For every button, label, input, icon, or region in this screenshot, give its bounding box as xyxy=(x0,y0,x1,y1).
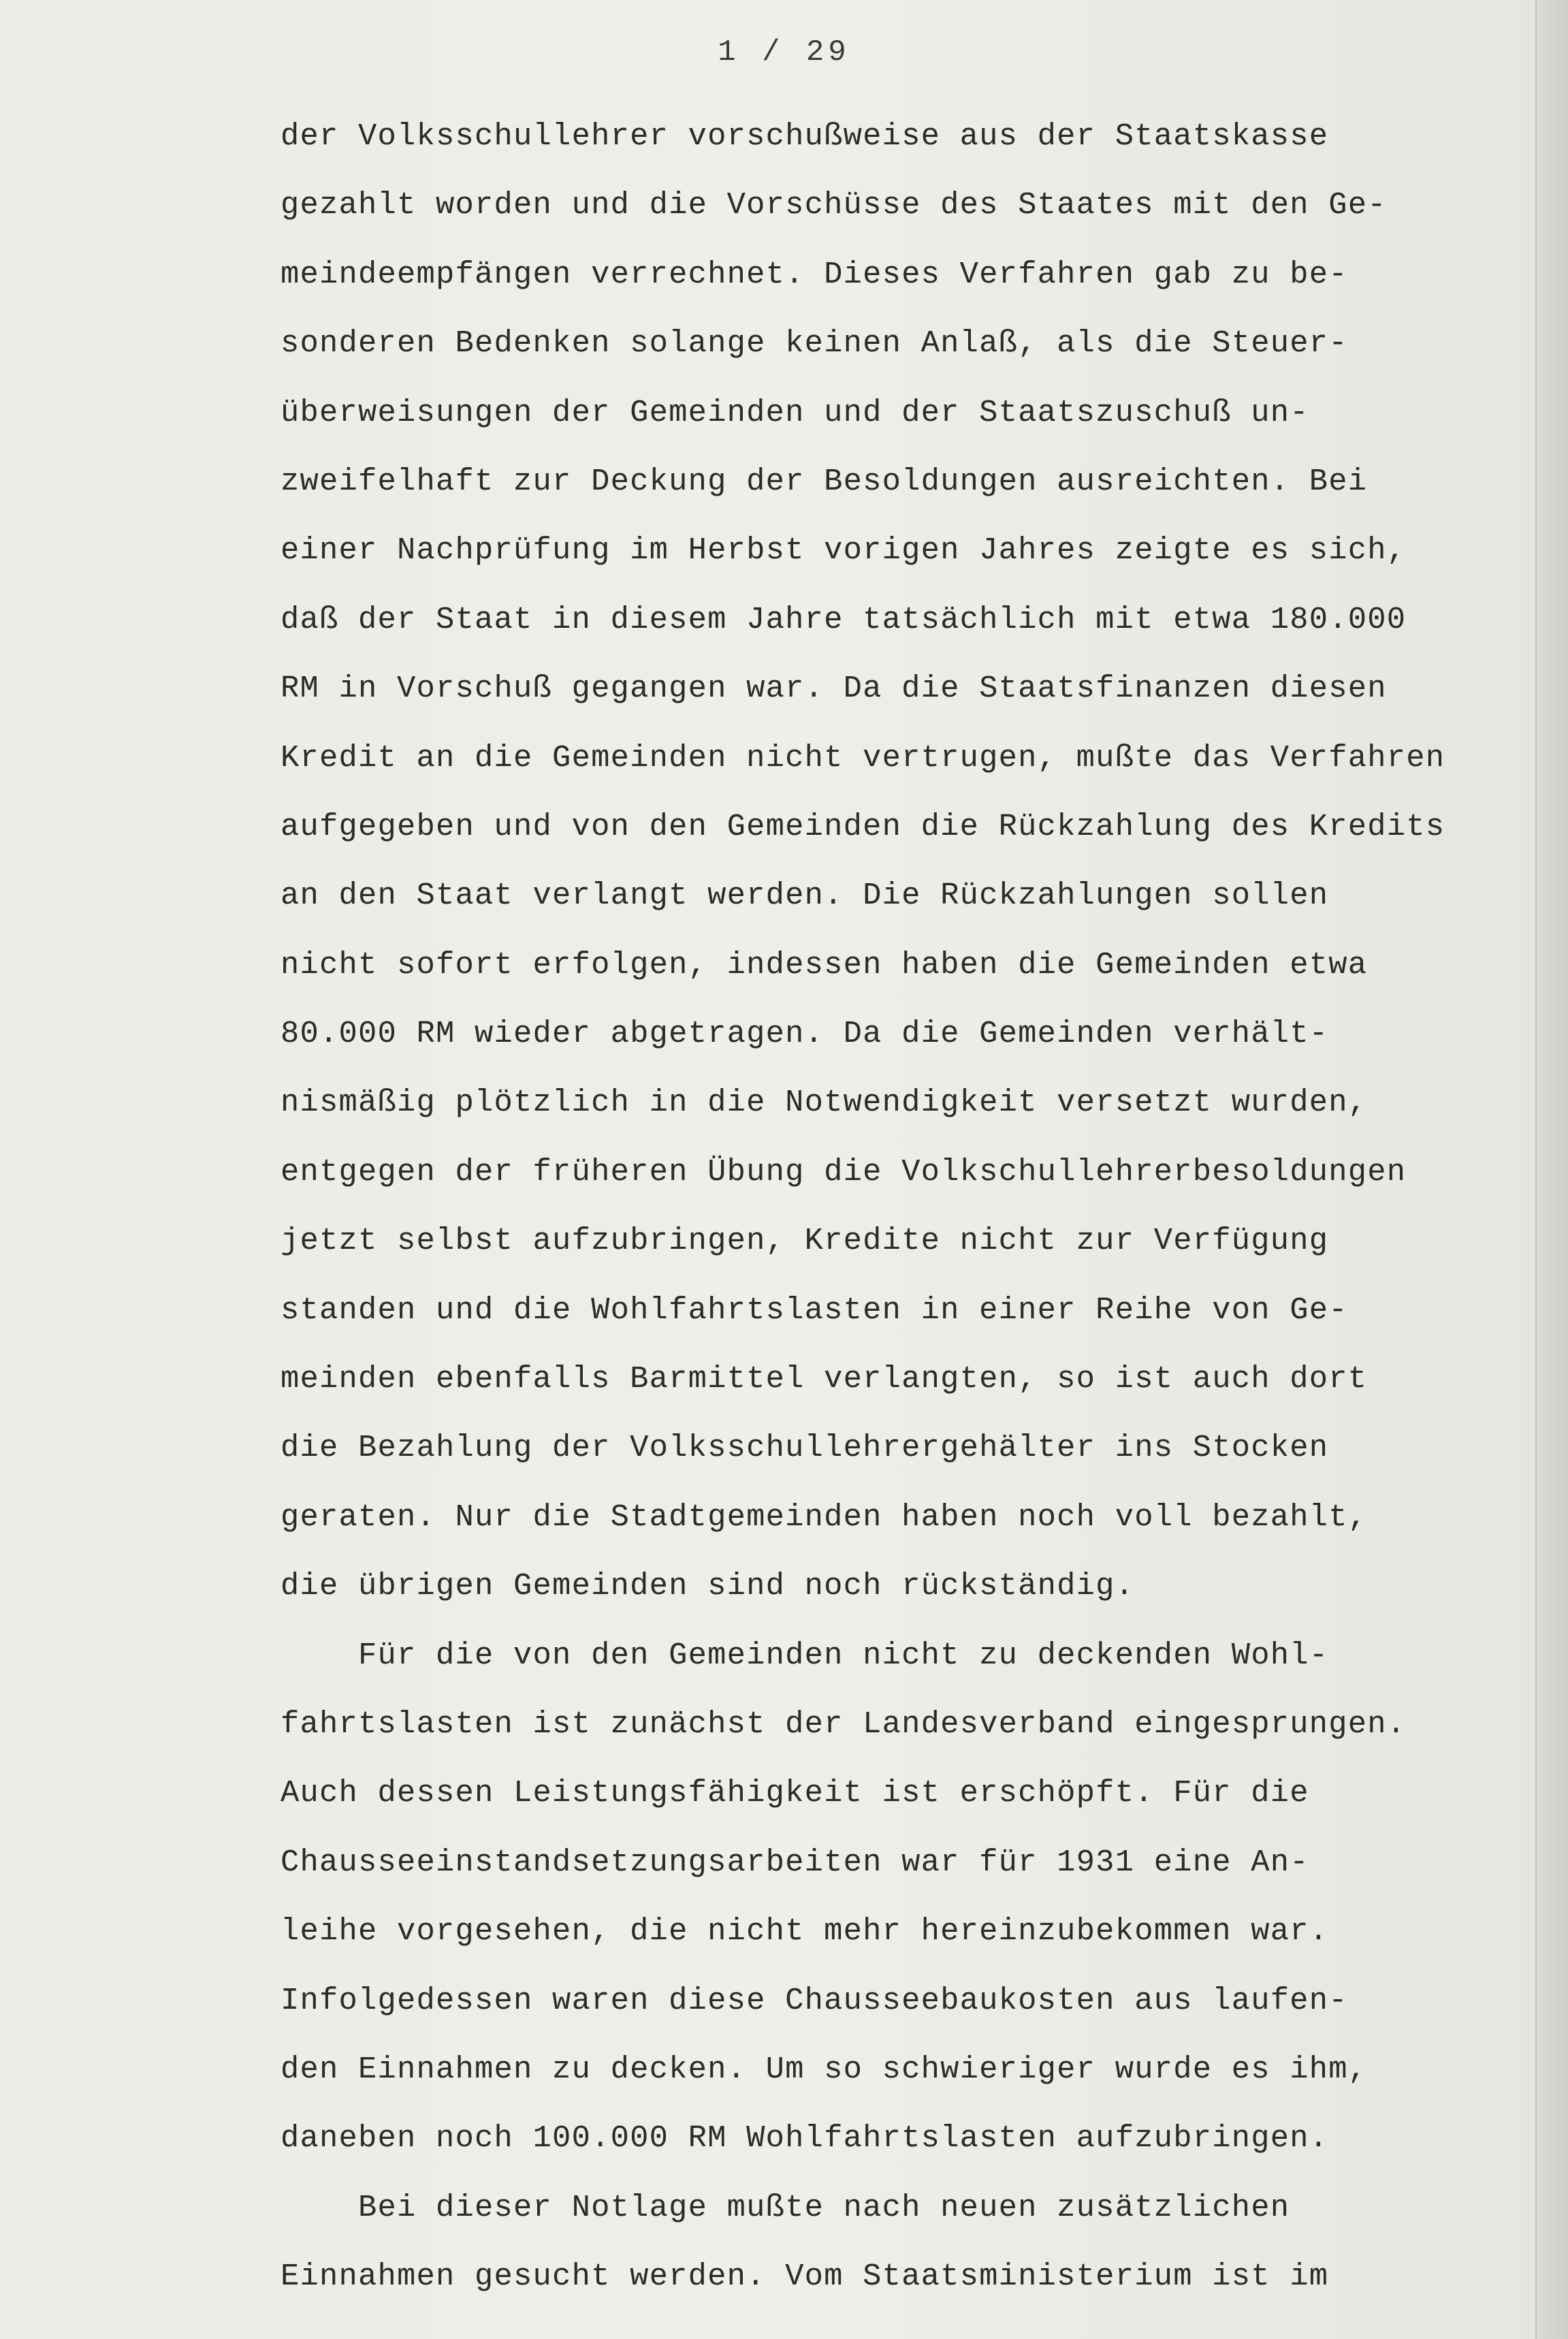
text-line: Chausseeinstandsetzungsarbeiten war für 1931 eine An- xyxy=(281,1844,1309,1880)
text-line: 80.000 RM wieder abgetragen. Da die Gemeinden verhält- xyxy=(281,1016,1329,1052)
text-line: leihe vorgesehen, die nicht mehr hereinzubekommen war. xyxy=(281,1913,1329,1950)
text-line: gezahlt worden und die Vorschüsse des Staates mit den Ge- xyxy=(281,187,1387,223)
page-number: 1 / 29 xyxy=(718,35,850,69)
text-line: Einnahmen gesucht werden. Vom Staatsministerium ist im xyxy=(281,2259,1329,2295)
text-line: daneben noch 100.000 RM Wohlfahrtslasten aufzubringen. xyxy=(281,2120,1329,2157)
text-line: fahrtslasten ist zunächst der Landesverband eingesprungen. xyxy=(281,1706,1407,1742)
text-line: überweisungen der Gemeinden und der Staatszuschuß un- xyxy=(281,394,1309,430)
text-line: zweifelhaft zur Deckung der Besoldungen ausreichten. Bei xyxy=(281,463,1368,499)
text-line: Bei dieser Notlage mußte nach neuen zusätzlichen xyxy=(281,2189,1290,2225)
text-line: der Volksschullehrer vorschußweise aus der Staatskasse xyxy=(281,118,1329,154)
text-line: an den Staat verlangt werden. Die Rückzahlungen sollen xyxy=(281,878,1329,914)
text-line: Infolgedessen waren diese Chausseebaukosten aus laufen- xyxy=(281,1982,1348,2018)
text-line: nismäßig plötzlich in die Notwendigkeit versetzt wurden, xyxy=(281,1085,1368,1121)
text-line: daß der Staat in diesem Jahre tatsächlich mit etwa 180.000 xyxy=(281,601,1407,637)
text-line: Auch dessen Leistungsfähigkeit ist erschöpft. Für die xyxy=(281,1775,1309,1811)
text-line: jetzt selbst aufzubringen, Kredite nicht zur Verfügung xyxy=(281,1223,1329,1259)
body-text xyxy=(281,102,1547,2312)
text-line: RM in Vorschuß gegangen war. Da die Staatsfinanzen diesen xyxy=(281,671,1387,707)
text-line: standen und die Wohlfahrtslasten in einer Reihe von Ge- xyxy=(281,1292,1348,1328)
text-line: entgegen der früheren Übung die Volkschullehrerbesoldungen xyxy=(281,1153,1407,1190)
text-line: meinden ebenfalls Barmittel verlangten, so ist auch dort xyxy=(281,1361,1368,1397)
text-line: meindeempfängen verrechnet. Dieses Verfahren gab zu be- xyxy=(281,256,1348,292)
text-line: die übrigen Gemeinden sind noch rückständig. xyxy=(281,1568,1135,1604)
text-line: aufgegeben und von den Gemeinden die Rückzahlung des Kredits xyxy=(281,808,1445,844)
text-line: Kredit an die Gemeinden nicht vertrugen, mußte das Verfahren xyxy=(281,739,1445,776)
text-line: nicht sofort erfolgen, indessen haben die Gemeinden etwa xyxy=(281,946,1368,983)
text-line: einer Nachprüfung im Herbst vorigen Jahres zeigte es sich, xyxy=(281,532,1407,569)
text-line: geraten. Nur die Stadtgemeinden haben noch voll bezahlt, xyxy=(281,1499,1368,1535)
text-line: Für die von den Gemeinden nicht zu deckenden Wohl- xyxy=(281,1637,1329,1673)
text-line: den Einnahmen zu decken. Um so schwieriger wurde es ihm, xyxy=(281,2051,1368,2087)
text-line: sonderen Bedenken solange keinen Anlaß, als die Steuer- xyxy=(281,325,1348,362)
text-line: die Bezahlung der Volksschullehrergehälter ins Stocken xyxy=(281,1430,1329,1466)
